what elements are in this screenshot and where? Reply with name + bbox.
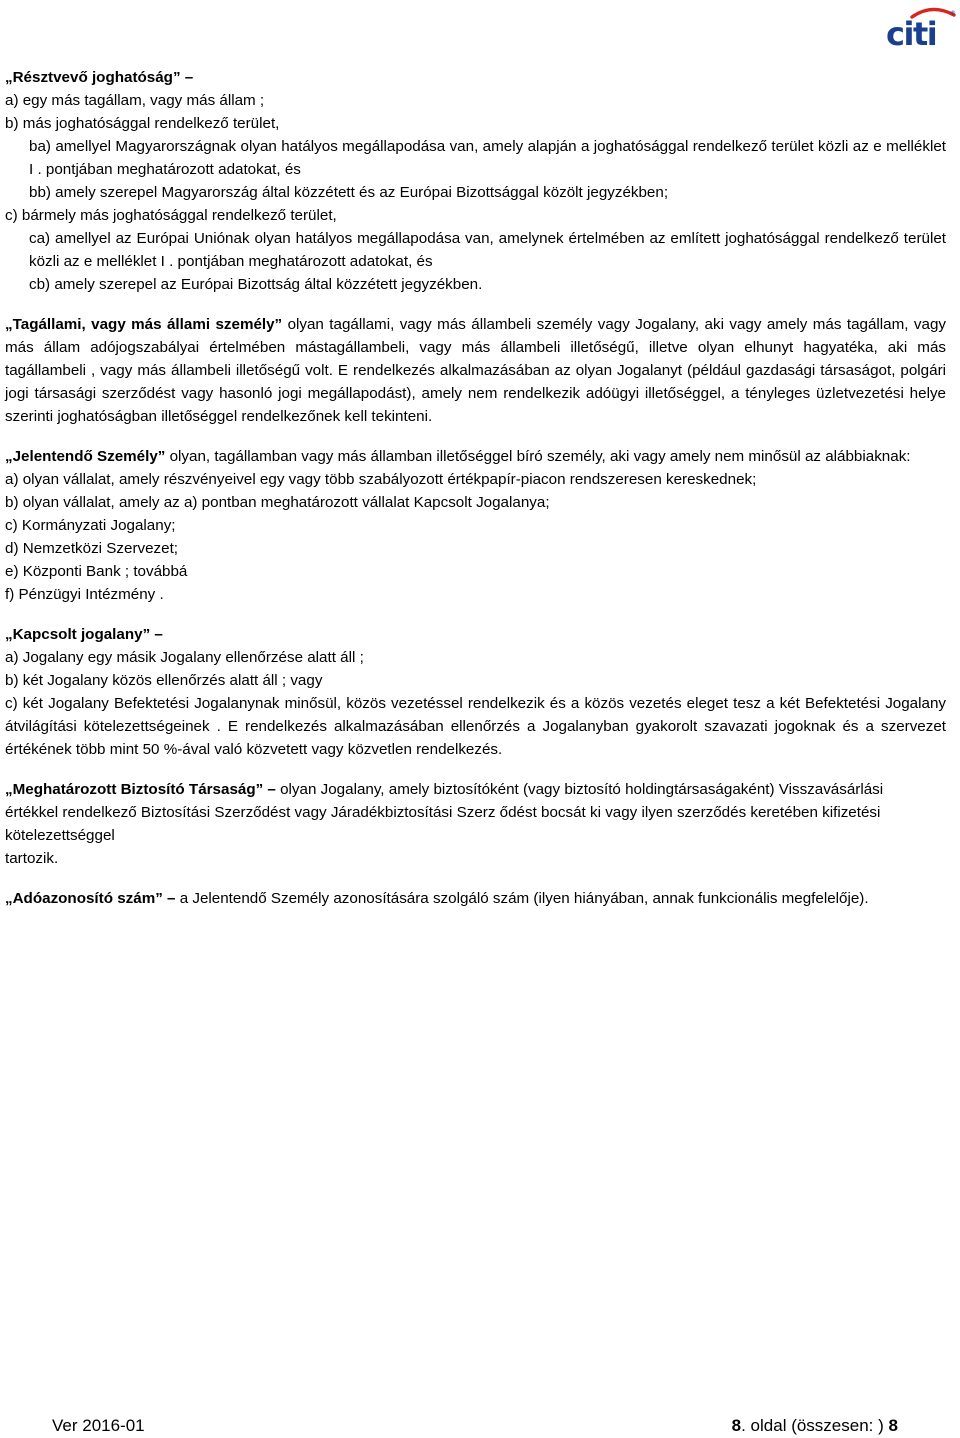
term-title: „Meghatározott Biztosító Társaság” – [5,781,276,798]
list-item: b) két Jogalany közös ellenőrzés alatt áll ; vagy [5,672,323,689]
footer-page-info [732,1414,898,1438]
footer-page-number: 8 [731,1416,742,1435]
definition-text: olyan tagállami, vagy más állambeli személy vagy Jogalany, aki vagy amely más tagállam, vagy más állam adójogszabályai értelmében mástagállambeli, vagy más állambeli illetőségű, illetve olyan elhunyt hagyatéka, aki más tagállambeli , vagy más állambeli illetőségű volt. E rendelkezés alkalmazásában az olyan Jogalanyt (például gazdasági társaságot, polgári jogi társasági szerződést vagy hasonló jogi megállapodást), amely nem rendelkezik adóügyi illetőséggel, a tényleges üzletvezetési helye szerinti joghatóságban illetőséggel rendelkezőnek kell tekinteni. [5,316,946,425]
list-item: c) két Jogalany Befektetési Jogalanynak minősül, közös vezetéssel rendelkezik és a közös vezetés eleget tesz a két Befektetési Jogalany átvilágítási kötelezettségeinek . E rendelkezés alkalmazásában ellenőrzés a Jogalanyban gyakorolt szavazati jogoknak és a szervezet értékének több mint 50 %-ával való közvetett vagy közvetlen rendelkezés. [5,695,946,758]
list-item: b) más joghatósággal rendelkező terület, [5,115,280,132]
definition-line: tartozik. [5,850,59,867]
list-subitem: cb) amely szerepel az Európai Bizottság által közzétett jegyzékben. [29,276,483,293]
definition-line: kötelezettséggel [5,827,115,844]
document-body [5,66,946,927]
list-item: a) egy más tagállam, vagy más állam ; [5,92,265,109]
svg-text:®: ® [950,10,956,17]
list-item: e) Központi Bank ; továbbá [5,563,188,580]
section-meghatarozott-biztosito [5,778,946,870]
term-title: „Résztvevő joghatóság” – [5,69,194,86]
section-kapcsolt-jogalany [5,623,946,761]
section-tagallami-szemely [5,313,946,428]
list-item: a) olyan vállalat, amely részvényeivel egy vagy több szabályozott értékpapír-piacon rendszeresen kereskednek; [5,471,757,488]
list-item: c) bármely más joghatósággal rendelkező terület, [5,207,337,224]
definition-paragraph [5,445,946,468]
definition-text: olyan Jogalany, amely biztosítóként (vagy biztosító holdingtársaságaként) Visszavásárlási [275,781,884,798]
definition-line: értékkel rendelkező Biztosítási Szerződést vagy Járadékbiztosítási Szerz ődést bocsát ki vagy ilyen szerződés keretében kifizetési [5,804,881,821]
section-resztvevo-joghatosag [5,66,946,296]
list-item: a) Jogalany egy másik Jogalany ellenőrzése alatt áll ; [5,649,364,666]
list-item: f) Pénzügyi Intézmény . [5,586,164,603]
list-subitem: bb) amely szerepel Magyarország által közzétett és az Európai Bizottsággal közölt jegyzékben; [29,184,669,201]
footer-version: Ver 2016-01 [52,1416,145,1435]
definition-line [5,778,946,801]
list-subitem: ba) amellyel Magyarországnak olyan hatályos megállapodása van, amely alapján a joghatósággal rendelkező terület közli az e melléklet I . pontjában meghatározott adatokat, és [29,138,946,178]
term-title: „Tagállami, vagy más állami személy” [5,316,283,333]
term-title: „Kapcsolt jogalany” – [5,626,163,643]
definition-text: olyan, tagállamban vagy más államban illetőséggel bíró személy, aki vagy amely nem minősül az alábbiaknak: [165,448,911,465]
list-subitem: ca) amellyel az Európai Uniónak olyan hatályos megállapodása van, amelynek értelmében az említett joghatósággal rendelkező terület közli az e melléklet I . pontjában meghatározott adatokat, és [29,230,946,270]
list-item: d) Nemzetközi Szervezet; [5,540,179,557]
term-title: „Jelentendő Személy” [5,448,166,465]
term-title: „Adóazonosító szám” – [5,890,176,907]
citi-logo [884,2,956,50]
section-adoazonosito-szam [5,887,946,910]
list-item: b) olyan vállalat, amely az a) pontban meghatározott vállalat Kapcsolt Jogalanya; [5,494,550,511]
footer-page-total: 8 [888,1416,898,1435]
definition-text: a Jelentendő Személy azonosítására szolgáló szám (ilyen hiányában, annak funkcionális megfelelője). [175,890,869,907]
list-item: c) Kormányzati Jogalany; [5,517,176,534]
svg-text:citi: citi [886,15,937,50]
footer-page-label: . oldal (összesen: ) [741,1416,884,1435]
section-jelentendo-szemely [5,445,946,606]
